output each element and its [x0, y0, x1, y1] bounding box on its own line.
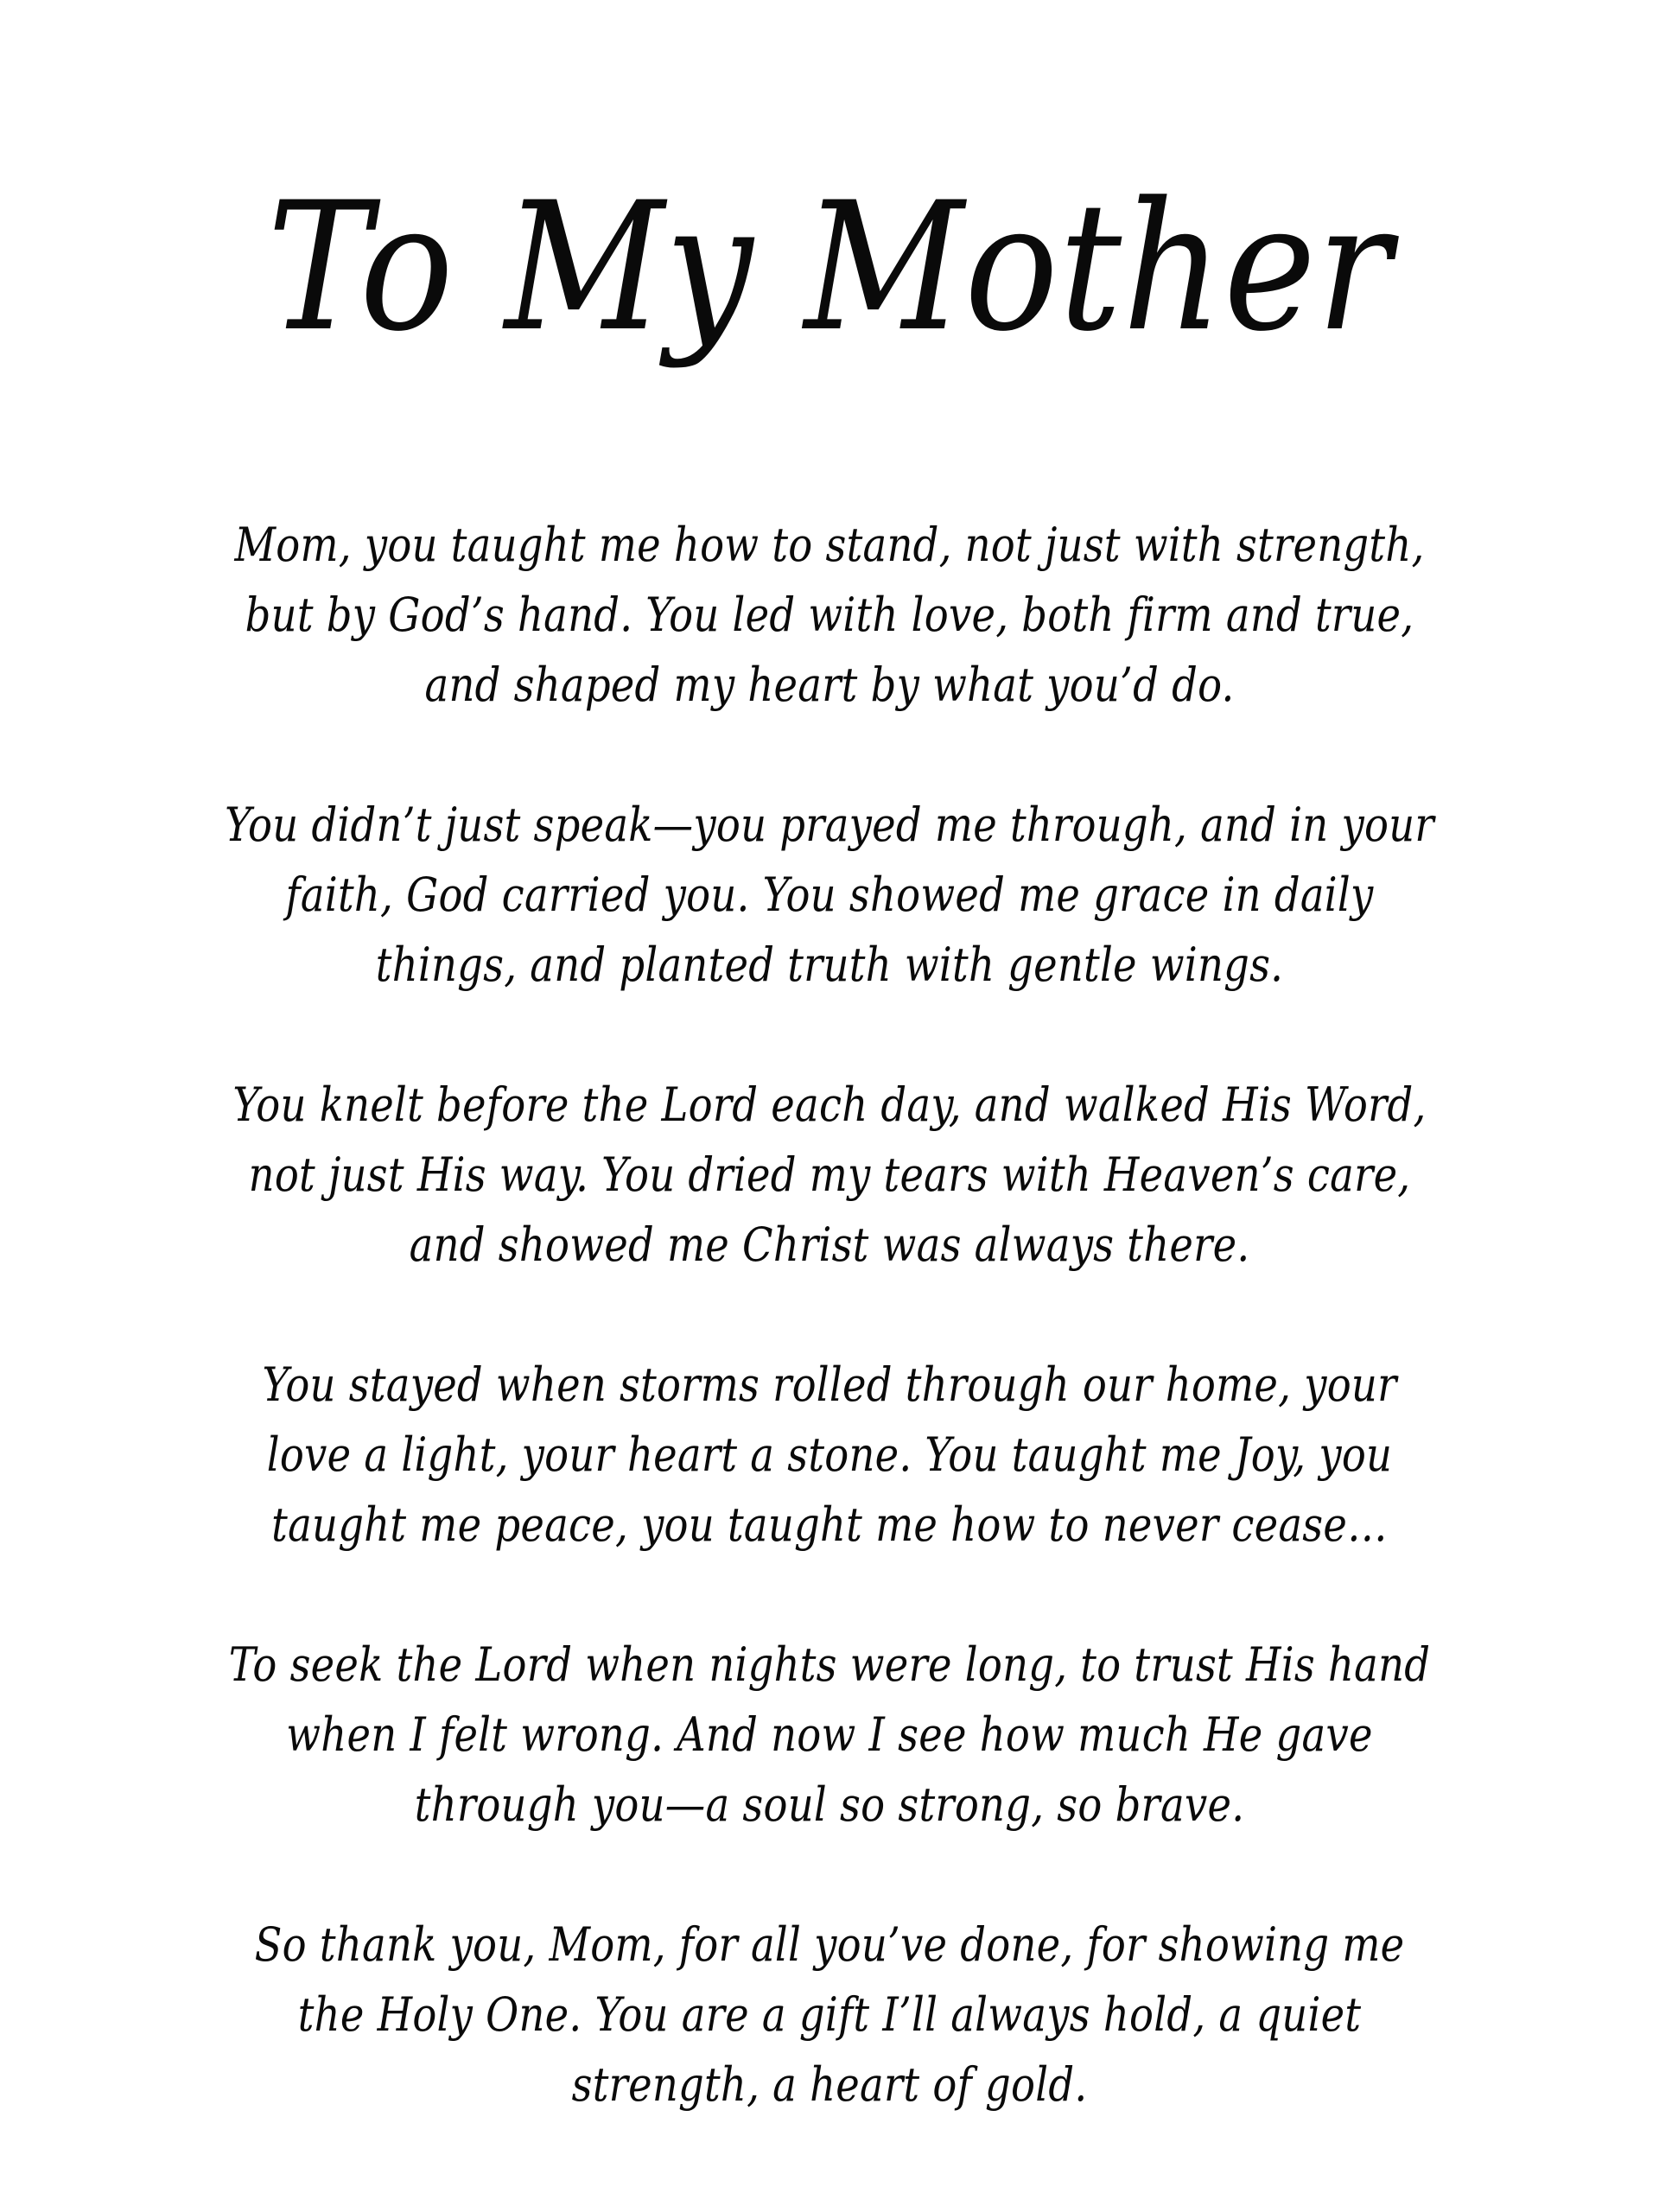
stanza-5: To seek the Lord when nights were long, to trust His hand when I felt wrong. And now I see how much He gave through you—a soul so strong, so brave. [228, 1637, 1431, 1832]
poem-title: To My Mother [267, 165, 1392, 371]
stanza-4: You stayed when storms rolled through our home, your love a light, your heart a stone. You taught me Joy, you taught me peace, you taught me how to never cease… [262, 1357, 1397, 1552]
stanza-2: You didn’t just speak—you prayed me through, and in your faith, God carried you. You showed me grace in daily things, and planted truth with gentle wings. [225, 798, 1434, 992]
poem-body [121, 510, 1538, 2120]
stanza-1: Mom, you taught me how to stand, not just with strength, but by God’s hand. You led with love, both firm and true, and shaped my heart by what you’d do. [234, 518, 1425, 712]
stanza-6: So thank you, Mom, for all you’ve done, for showing me the Holy One. You are a gift I’ll always hold, a quiet strength, a heart of gold. [254, 1917, 1405, 2112]
stanza-3: You knelt before the Lord each day, and walked His Word, not just His way. You dried my tears with Heaven’s care, and showed me Christ was always there. [232, 1077, 1427, 1272]
